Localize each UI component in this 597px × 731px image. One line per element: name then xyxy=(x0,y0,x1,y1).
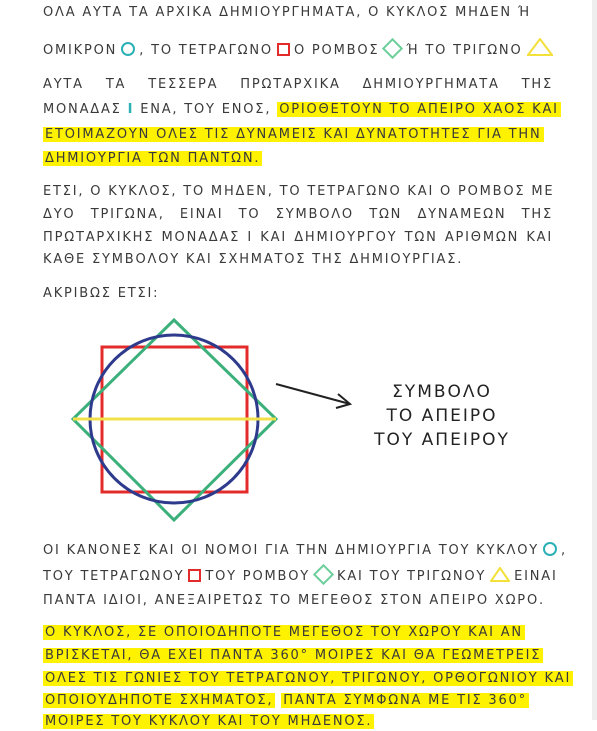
highlight-8: ΠΑΝΤΑ ΣΥΜΦΩΝΑ ΜΕ ΤΙΣ 360° xyxy=(283,693,527,708)
paragraph-4-line-1: ΑΚΡΙΒΩΣ ΕΤΣΙ: xyxy=(43,286,160,301)
text-rombou: ΤΟΥ ΡΟΜΒΟΥ xyxy=(205,569,310,584)
paragraph-6-line-4 xyxy=(43,692,553,710)
square-icon xyxy=(188,569,201,582)
paragraph-6-line-1 xyxy=(43,624,553,642)
paragraph-2-line-1: ΑΥΤΑ ΤΑ ΤΕΣΣΕΡΑ ΠΡΩΤΑΡΧΙΚΑ ΔΗΜΙΟΥΡΓΗΜΑΤΑ ΤΗΣ xyxy=(43,77,553,92)
text-enos: ΕΝΑ, ΤΟΥ ΕΝΟΣ, xyxy=(140,102,272,117)
scrollbar[interactable] xyxy=(592,0,597,720)
text-omikron: ΟΜΙΚΡΟΝ xyxy=(43,43,118,58)
symbol-label-1: ΣΥΜΒΟΛΟ xyxy=(392,382,492,402)
text-kanones: ΟΙ ΚΑΝΟΝΕΣ ΚΑΙ ΟΙ ΝΟΜΟΙ ΓΙΑ ΤΗΝ ΔΗΜΙΟΥΡΓΙΑ ΤΟΥ ΚΥΚΛΟΥ xyxy=(43,543,540,558)
square-icon xyxy=(277,43,290,56)
paragraph-2-line-4 xyxy=(43,150,553,168)
text-einai: ΕΙΝΑΙ xyxy=(514,569,558,584)
text-tetragonou: ΤΟΥ ΤΕΤΡΑΓΩΝΟΥ xyxy=(43,569,185,584)
highlight-6: ΟΛΕΣ ΤΙΣ ΓΩΝΙΕΣ ΤΟΥ ΤΕΤΡΑΓΩΝΟΥ, ΤΡΙΓΩΝΟΥ, ΟΡΘΟΓΩΝΙΟΥ ΚΑΙ xyxy=(45,671,572,686)
paragraph-3-line-1: ΕΤΣΙ, Ο ΚΥΚΛΟΣ, ΤΟ ΜΗΔΕΝ, ΤΟ ΤΕΤΡΑΓΩΝΟ ΚΑΙ Ο ΡΟΜΒΟΣ ΜΕ xyxy=(43,184,555,199)
circle-icon xyxy=(543,542,557,556)
highlight-7: ΟΠΟΙΟΥΔΗΠΟΤΕ ΣΧΗΜΑΤΟΣ, xyxy=(45,693,274,708)
rhombus-icon xyxy=(313,564,334,585)
triangle-icon xyxy=(490,567,510,582)
highlight-9: ΜΟΙΡΕΣ ΤΟΥ ΚΥΚΛΟΥ ΚΑΙ ΤΟΥ ΜΗΔΕΝΟΣ. xyxy=(45,714,373,729)
paragraph-5-line-1: ΟΙ ΚΑΝΟΝΕΣ ΚΑΙ ΟΙ ΝΟΜΟΙ ΓΙΑ ΤΗΝ ΔΗΜΙΟΥΡΓΙΑ ΤΟΥ ΚΥΚΛΟΥ , xyxy=(43,543,567,558)
text-trigonou: ΚΑΙ ΤΟΥ ΤΡΙΓΩΝΟΥ xyxy=(337,569,487,584)
text-triangle: Ή ΤΟ ΤΡΙΓΩΝΟ xyxy=(406,43,523,58)
symbol-label-3: ΤΟΥ ΑΠΕΙΡΟΥ xyxy=(374,430,510,450)
circle-icon xyxy=(121,42,135,56)
triangle-icon xyxy=(527,38,553,56)
paragraph-6-line-2 xyxy=(43,647,553,665)
paragraph-5-line-3: ΠΑΝΤΑ ΙΔΙΟΙ, ΑΝΕΞΑΙΡΕΤΩΣ ΤΟ ΜΕΓΕΘΟΣ ΣΤΟΝ ΑΠΕΙΡΟ ΧΩΡΟ. xyxy=(43,593,545,608)
paragraph-6-line-5 xyxy=(43,713,553,731)
highlight-2: ΕΤΟΙΜΑΖΟΥΝ ΟΛΕΣ ΤΙΣ ΔΥΝΑΜΕΙΣ ΚΑΙ ΔΥΝΑΤΟΤΗΤΕΣ ΓΙΑ ΤΗΝ xyxy=(45,127,542,142)
highlight-4: Ο ΚΥΚΛΟΣ, ΣΕ ΟΠΟΙΟΔΗΠΟΤΕ ΜΕΓΕΘΟΣ ΤΟΥ ΧΩΡΟΥ ΚΑΙ ΑΝ xyxy=(45,625,523,640)
infinity-symbol-diagram xyxy=(60,308,360,528)
symbol-label-2: ΤΟ ΑΠΕΙΡΟ xyxy=(386,406,498,426)
paragraph-3-line-3: ΠΡΩΤΑΡΧΙΚΗΣ ΜΟΝΑΔΑΣ Ι ΚΑΙ ΔΗΜΙΟΥΡΓΟΥ ΤΩΝ ΑΡΙΘΜΩΝ ΚΑΙ xyxy=(43,230,553,245)
text-square: , ΤΟ ΤΕΤΡΑΓΩΝΟ xyxy=(139,43,273,58)
line-one-icon: I xyxy=(127,102,135,117)
paragraph-6-line-3 xyxy=(43,670,572,688)
paragraph-5-line-2 xyxy=(43,567,558,586)
text-monadas: ΜΟΝΑΔΑΣ xyxy=(43,102,122,117)
paragraph-1-line-1: ΟΛΑ ΑΥΤΑ ΤΑ ΑΡΧΙΚΑ ΔΗΜΙΟΥΡΓΗΜΑΤΑ, Ο ΚΥΚΛΟΣ ΜΗΔΕΝ Ή xyxy=(43,5,532,20)
paragraph-2-line-2 xyxy=(43,101,559,119)
highlight-3: ΔΗΜΙΟΥΡΓΙΑ ΤΩΝ ΠΑΝΤΩΝ. xyxy=(45,151,261,166)
highlight-1: ΟΡΙΟΘΕΤΟΥΝ ΤΟ ΑΠΕΙΡΟ ΧΑΟΣ ΚΑΙ xyxy=(279,102,559,117)
paragraph-1-line-2 xyxy=(43,38,553,60)
paragraph-2-line-3 xyxy=(43,126,553,144)
paragraph-3-line-2: ΔΥΟ ΤΡΙΓΩΝΑ, ΕΙΝΑΙ ΤΟ ΣΥΜΒΟΛΟ ΤΩΝ ΔΥΝΑΜΕΩΝ ΤΗΣ xyxy=(43,207,553,222)
paragraph-3-line-4: ΚΑΘΕ ΣΥΜΒΟΛΟΥ ΚΑΙ ΣΧΗΜΑΤΟΣ ΤΗΣ ΔΗΜΙΟΥΡΓΙΑΣ. xyxy=(43,252,464,267)
highlight-5: ΒΡΙΣΚΕΤΑΙ, ΘΑ ΕΧΕΙ ΠΑΝΤΑ 360° ΜΟΙΡΕΣ ΚΑΙ ΘΑ ΓΕΩΜΕΤΡΕΙΣ xyxy=(45,648,542,663)
rhombus-icon xyxy=(382,38,403,59)
text-rhombus: Ο ΡΟΜΒΟΣ xyxy=(293,43,380,58)
